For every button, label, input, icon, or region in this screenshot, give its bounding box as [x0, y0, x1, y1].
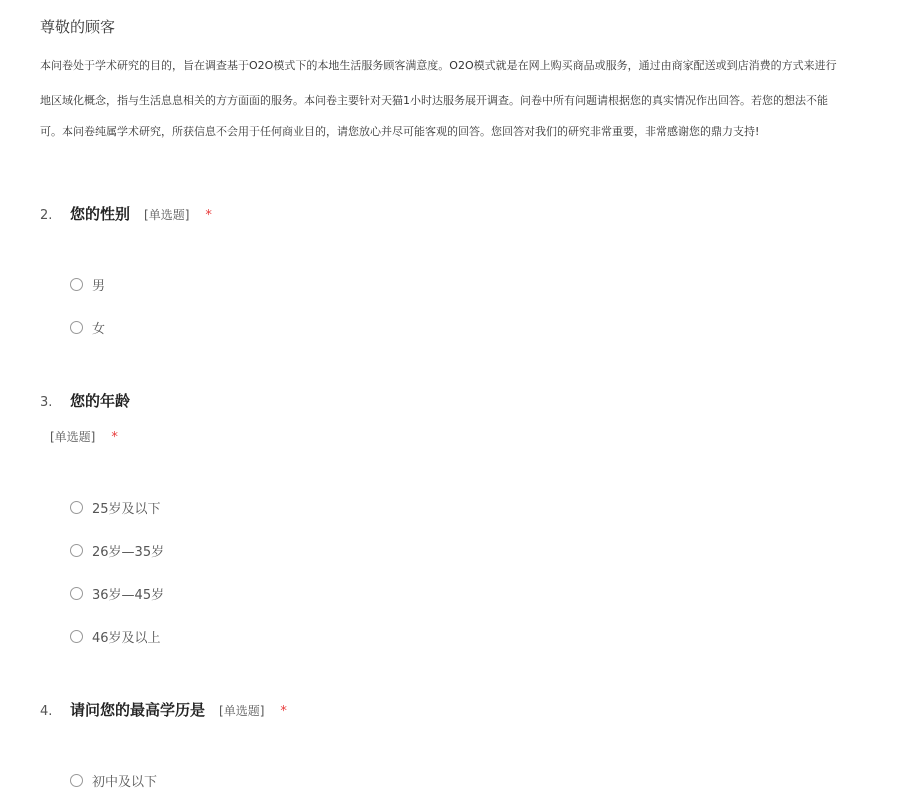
- survey-greeting: 尊敬的顾客: [40, 18, 116, 36]
- question-type-label: [单选题]: [219, 704, 265, 718]
- option-age-46-above[interactable]: [70, 627, 161, 646]
- question-age-header: [40, 390, 130, 411]
- question-number: 4.: [40, 704, 53, 719]
- required-mark: *: [111, 430, 118, 445]
- option-junior-high-below[interactable]: [70, 771, 157, 790]
- question-title: 请问您的最高学历是: [70, 701, 206, 719]
- question-title: 您的年龄: [70, 392, 131, 410]
- radio-button[interactable]: [70, 321, 83, 334]
- option-label: 26岁—35岁: [92, 545, 165, 560]
- option-label: 男: [92, 279, 106, 294]
- option-male[interactable]: [70, 275, 105, 294]
- question-title: 您的性别: [70, 205, 131, 223]
- question-type-label: [单选题]: [144, 208, 190, 222]
- radio-button[interactable]: [70, 278, 83, 291]
- option-age-25-below[interactable]: [70, 498, 161, 517]
- question-type-label: [单选题]: [50, 430, 96, 444]
- radio-button[interactable]: [70, 501, 83, 514]
- option-age-36-45[interactable]: [70, 584, 164, 603]
- survey-intro-line-2: 地区域化概念，指与生活息息相关的方方面面的服务。本问卷主要针对天猫1小时达服务展开调查。问卷中所有问题请根据您的真实情况作出回答。若您的想法不能: [40, 94, 828, 107]
- question-gender-header: [40, 203, 212, 224]
- question-age-type-row: [50, 428, 118, 445]
- option-female[interactable]: [70, 318, 105, 337]
- option-age-26-35[interactable]: [70, 541, 164, 560]
- radio-button[interactable]: [70, 544, 83, 557]
- question-number: 3.: [40, 395, 53, 410]
- radio-button[interactable]: [70, 630, 83, 643]
- survey-intro-line-1: 本问卷处于学术研究的目的，旨在调查基于O2O模式下的本地生活服务顾客满意度。O2O模式就是在网上购买商品或服务，通过由商家配送或到店消费的方式来进行: [40, 59, 837, 72]
- option-label: 初中及以下: [92, 775, 158, 790]
- option-label: 女: [92, 322, 106, 337]
- option-label: 36岁—45岁: [92, 588, 165, 603]
- required-mark: *: [280, 704, 287, 719]
- radio-button[interactable]: [70, 587, 83, 600]
- question-education-header: [40, 699, 287, 720]
- option-label: 46岁及以上: [92, 631, 161, 646]
- option-label: 25岁及以下: [92, 502, 161, 517]
- radio-button[interactable]: [70, 774, 83, 787]
- required-mark: *: [205, 208, 212, 223]
- survey-intro-line-3: 可。本问卷纯属学术研究，所获信息不会用于任何商业目的，请您放心并尽可能客观的回答。您回答对我们的研究非常重要，非常感谢您的鼎力支持!: [40, 125, 760, 138]
- question-number: 2.: [40, 208, 53, 223]
